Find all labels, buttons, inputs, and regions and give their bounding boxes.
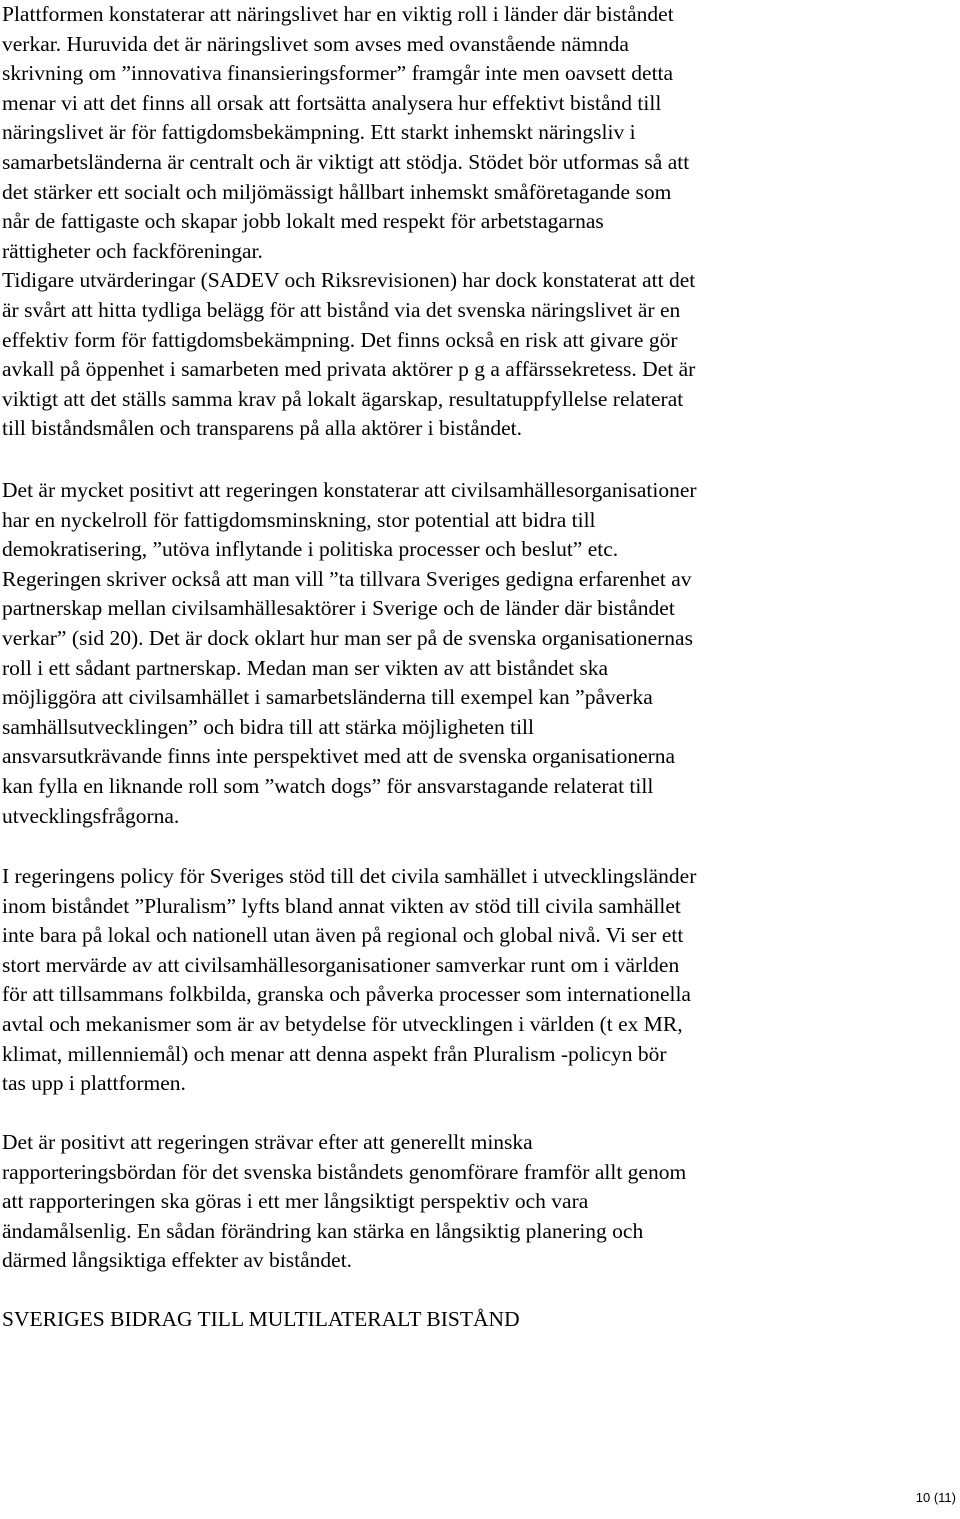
text-line: har en nyckelroll för fattigdomsminskning, stor potential att bidra till [2, 507, 596, 532]
text-line: är svårt att hitta tydliga belägg för att bistånd via det svenska näringslivet är en [2, 297, 681, 322]
text-line: inte bara på lokal och nationell utan även på regional och global nivå. Vi ser ett [2, 923, 684, 948]
paragraph-pluralism [2, 862, 838, 1099]
paragraph-naringsliv [2, 0, 838, 444]
text-line: möjliggöra att civilsamhället i samarbetsländerna till exempel kan ”påverka [2, 685, 653, 710]
text-line: Tidigare utvärderingar (SADEV och Riksrevisionen) har dock konstaterat att det [2, 268, 696, 293]
text-line: partnerskap mellan civilsamhällesaktörer i Sverige och de länder där biståndet [2, 596, 675, 621]
text-line: det stärker ett socialt och miljömässigt hållbart inhemskt småföretagande som [2, 179, 672, 204]
text-line: rättigheter och fackföreningar. [2, 238, 263, 263]
text-line: ändamålsenlig. En sådan förändring kan stärka en långsiktig planering och [2, 1218, 644, 1243]
text-line: därmed långsiktiga effekter av biståndet. [2, 1248, 353, 1273]
text-line: effektiv form för fattigdomsbekämpning. Det finns också en risk att givare gör [2, 327, 678, 352]
text-line: avtal och mekanismer som är av betydelse för utvecklingen i världen (t ex MR, [2, 1011, 683, 1036]
section-heading: SVERIGES BIDRAG TILL MULTILATERALT BISTÅND [2, 1307, 520, 1331]
text-line: stort mervärde av att civilsamhällesorganisationer samverkar runt om i världen [2, 952, 680, 977]
text-line: samhällsutvecklingen” och bidra till att stärka möjligheten till [2, 714, 534, 739]
text-line: utvecklingsfrågorna. [2, 803, 180, 828]
text-line: för att tillsammans folkbilda, granska och påverka processer som internationella [2, 982, 691, 1007]
text-line: når de fattigaste och skapar jobb lokalt med respekt för arbetstagarnas [2, 209, 604, 234]
text-line: inom biståndet ”Pluralism” lyfts bland annat vikten av stöd till civila samhället [2, 893, 681, 918]
text-line: till biståndsmålen och transparens på alla aktörer i biståndet. [2, 416, 523, 441]
text-line: samarbetsländerna är centralt och är viktigt att stödja. Stödet bör utformas så att [2, 149, 690, 174]
text-line: klimat, millenniemål) och menar att denna aspekt från Pluralism -policyn bör [2, 1041, 667, 1066]
text-line: skrivning om ”innovativa finansieringsformer” framgår inte men oavsett detta [2, 61, 674, 86]
text-line: demokratisering, ”utöva inflytande i politiska processer och beslut” etc. [2, 537, 619, 562]
text-line: Det är positivt att regeringen strävar efter att generellt minska [2, 1130, 533, 1154]
text-line: verkar. Huruvida det är näringslivet som avses med ovanstående nämnda [2, 31, 629, 56]
text-line: I regeringens policy för Sveriges stöd till det civila samhället i utvecklingsländer [2, 864, 697, 888]
paragraph-civilsamhalle [2, 476, 838, 831]
text-line: tas upp i plattformen. [2, 1071, 186, 1096]
text-line: viktigt att det ställs samma krav på lokalt ägarskap, resultatuppfyllelse relaterat [2, 386, 684, 411]
text-line: roll i ett sådant partnerskap. Medan man ser vikten av att biståndet ska [2, 655, 608, 680]
text-line: näringslivet är för fattigdomsbekämpning. Ett starkt inhemskt näringsliv i [2, 120, 636, 145]
text-line: rapporteringsbördan för det svenska biståndets genomförare framför allt genom [2, 1159, 687, 1184]
paragraph-rapportering [2, 1128, 838, 1276]
text-line: Regeringen skriver också att man vill ”ta tillvara Sveriges gedigna erfarenhet av [2, 566, 692, 591]
text-line: ansvarsutkrävande finns inte perspektivet med att de svenska organisationerna [2, 744, 676, 769]
text-line: verkar” (sid 20). Det är dock oklart hur man ser på de svenska organisationernas [2, 625, 693, 650]
text-line: att rapporteringen ska göras i ett mer långsiktigt perspektiv och vara [2, 1189, 589, 1214]
text-line: Det är mycket positivt att regeringen konstaterar att civilsamhällesorganisationer [2, 478, 697, 502]
text-line: menar vi att det finns all orsak att fortsätta analysera hur effektivt bistånd till [2, 90, 662, 115]
text-line: avkall på öppenhet i samarbeten med privata aktörer p g a affärssekretess. Det är [2, 357, 696, 382]
text-line: kan fylla en liknande roll som ”watch dogs” för ansvarstagande relaterat till [2, 773, 654, 798]
text-line: Plattformen konstaterar att näringslivet har en viktig roll i länder där biståndet [2, 2, 674, 26]
page-number: 10 (11) [915, 1490, 956, 1505]
